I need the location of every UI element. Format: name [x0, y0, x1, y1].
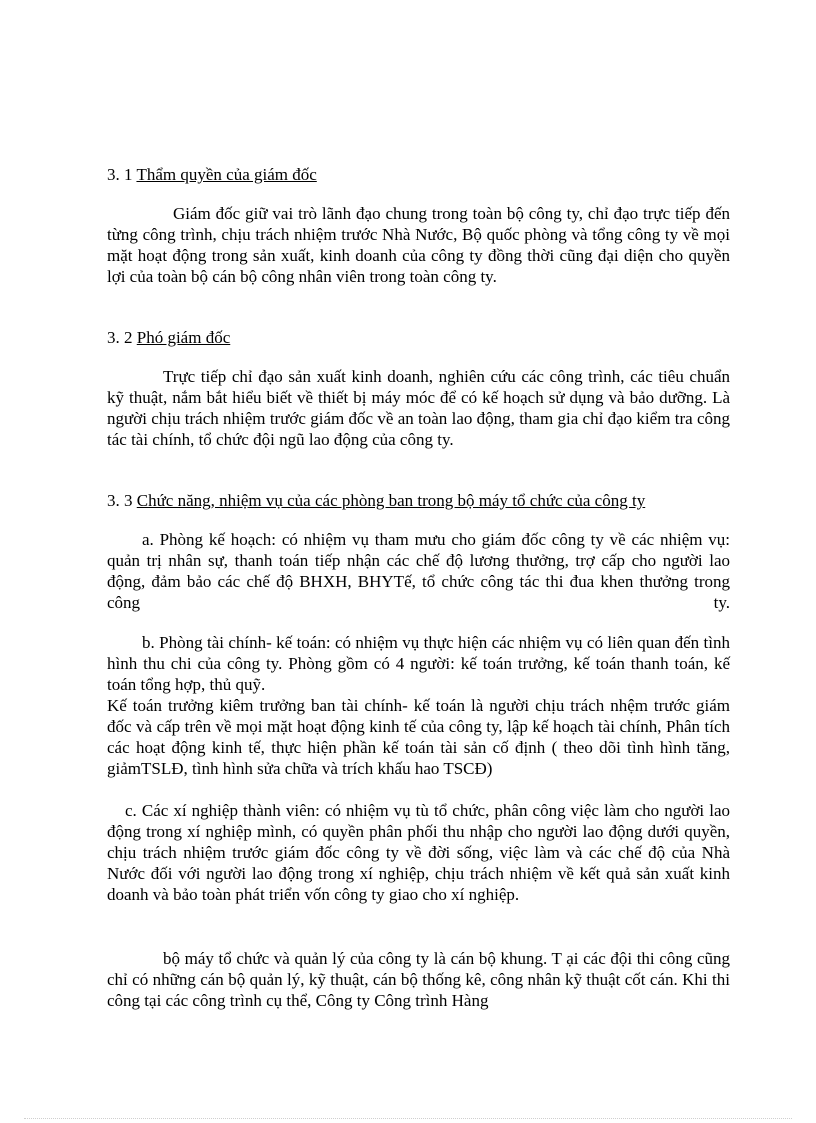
paragraph-member-enterprises: c. Các xí nghiệp thành viên: có nhiệm vụ tù tổ chức, phân công việc làm cho người lao động trong xí nghiệp mình, có quyền phân phối thu nhập cho người lao động dưới quyền, chịu trách nhiệm trước giám đốc công ty về đời sống, việc làm và các chế độ của Nhà Nước đối với người lao động trong xí nghiệp, chịu trách nhiệm về kết quả sản xuất kinh doanh và bảo toàn phát triển vốn công ty giao cho xí nghiệp.	[107, 801, 730, 904]
paragraph-director: Giám đốc giữ vai trò lãnh đạo chung trong toàn bộ công ty, chỉ đạo trực tiếp đến từng công trình, chịu trách nhiệm trước Nhà Nước, Bộ quốc phòng và tổng công ty về mọi mặt hoạt động trong sản xuất, kinh doanh của công ty đồng thời cũng đại diện cho quyền lợi của toàn bộ cán bộ công nhân viên trong toàn công ty.	[107, 204, 730, 286]
section-number: 3. 3	[107, 491, 137, 510]
page-divider	[24, 1118, 792, 1119]
section-number: 3. 1	[107, 165, 137, 184]
section-number: 3. 2	[107, 328, 137, 347]
section-heading-3-3	[107, 491, 645, 511]
paragraph-management-structure: bộ máy tổ chức và quản lý của công ty là cán bộ khung. T ại các đội thi công cũng chỉ có những cán bộ quản lý, kỹ thuật, cán bộ thống kê, công nhân kỹ thuật cốt cán. Khi thi công tại các công trình cụ thể, Công ty Công trình Hàng	[107, 949, 730, 1010]
section-heading-3-1	[107, 165, 317, 185]
section-title: Phó giám đốc	[136, 328, 231, 347]
section-title: Chức năng, nhiệm vụ của các phòng ban trong bộ máy tổ chức của công ty	[136, 491, 646, 510]
paragraph-planning-dept: a. Phòng kế hoạch: có nhiệm vụ tham mưu cho giám đốc công ty về các nhiệm vụ: quản trị nhân sự, thanh toán tiếp nhận các chế độ lương thưởng, trợ cấp cho người lao động, đảm bảo các chế độ BHXH, BHYTế, tổ chức công tác thi đua khen thưởng trong công ty.	[107, 530, 730, 612]
paragraph-finance-dept: b. Phòng tài chính- kế toán: có nhiệm vụ thực hiện các nhiệm vụ có liên quan đến tình hình thu chi của công ty. Phòng gồm có 4 người: kế toán trưởng, kế toán thanh toán, kế toán tổng hợp, thủ quỹ.	[107, 633, 730, 694]
paragraph-chief-accountant: Kế toán trưởng kiêm trưởng ban tài chính- kế toán là người chịu trách nhệm trước giám đốc và cấp trên về mọi mặt hoạt động kinh tế của công ty, lập kế hoạch tài chính, Phân tích các hoạt động kinh tế, thực hiện phần kế toán tài sản cố định ( theo dõi tình hình tăng, giảmTSLĐ, tình hình sửa chữa và trích khấu hao TSCĐ)	[107, 696, 730, 778]
section-heading-3-2	[107, 328, 230, 348]
section-title: Thẩm quyền của giám đốc	[136, 165, 317, 184]
paragraph-deputy-director: Trực tiếp chỉ đạo sản xuất kinh doanh, nghiên cứu các công trình, các tiêu chuẩn kỹ thuật, nắm bắt hiểu biết về thiết bị máy móc để có kế hoạch sử dụng và bảo dưỡng. Là người chịu trách nhiệm trước giám đốc về an toàn lao động, tham gia chỉ đạo kiểm tra công tác tài chính, tổ chức đội ngũ lao động của công ty.	[107, 367, 730, 449]
